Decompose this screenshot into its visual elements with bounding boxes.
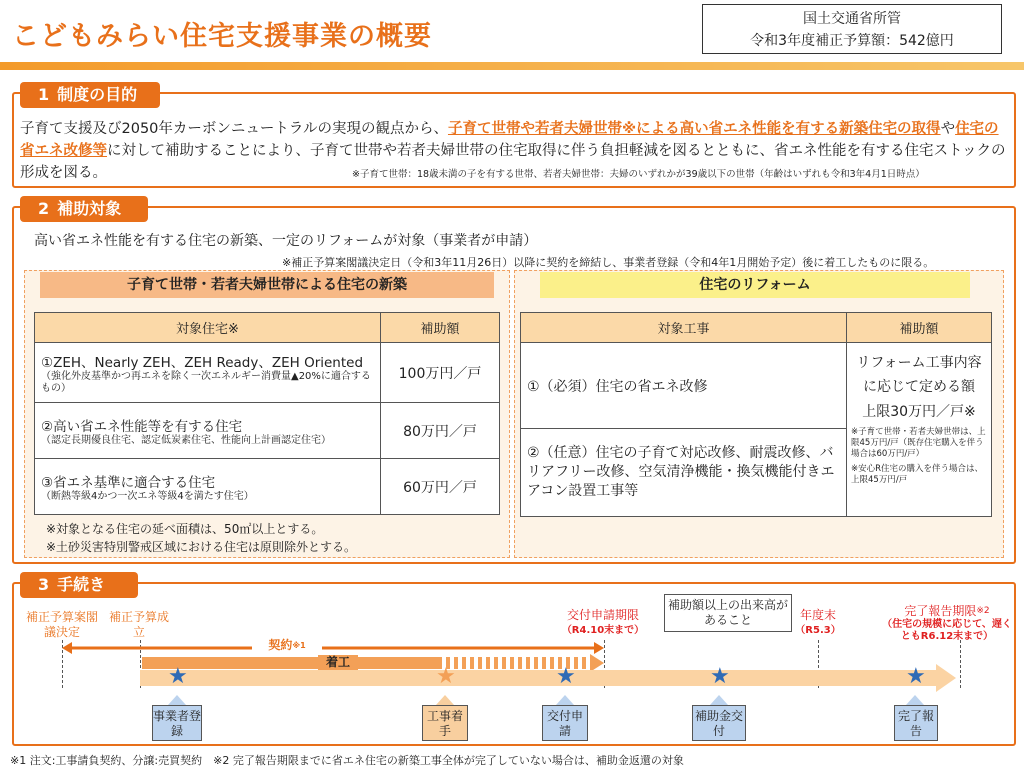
page-title: こどもみらい住宅支援事業の概要	[12, 21, 432, 52]
reform-amount-desc: リフォーム工事内容に応じて定める額	[856, 355, 982, 395]
reform-heading: 住宅のリフォーム	[540, 272, 970, 298]
star-icon: ★	[168, 664, 188, 689]
milestone-fiscal-end: 年度末 （R5.3）	[795, 608, 841, 636]
step-apply: 交付申請	[542, 705, 588, 741]
construction-dash	[534, 657, 538, 669]
construction-dash	[518, 657, 522, 669]
construction-arrow-head	[590, 654, 604, 672]
section-number: 1	[38, 85, 50, 104]
main-timeline-bar	[140, 670, 940, 686]
new-build-heading: 子育て世帯・若者夫婦世帯による住宅の新築	[40, 272, 494, 298]
up-arrow-icon	[906, 695, 924, 705]
milestone-deadline: 交付申請期限 （R4.10末まで）	[561, 608, 645, 636]
construction-dash	[582, 657, 586, 669]
star-icon: ★	[556, 664, 576, 689]
up-arrow-icon	[710, 695, 728, 705]
milestone-enacted: 補正予算成立	[108, 610, 169, 639]
reform-amount-note-anshin: ※安心R住宅の購入を伴う場合は、上限45万円/戸	[851, 464, 984, 485]
col-target-housing: 対象住宅※	[35, 313, 381, 343]
construction-dash	[550, 657, 554, 669]
step-complete: 完了報告	[894, 705, 938, 741]
construction-dash	[542, 657, 546, 669]
construction-dash	[470, 657, 474, 669]
construction-dash	[494, 657, 498, 669]
construction-dash	[510, 657, 514, 669]
up-arrow-icon	[436, 695, 454, 705]
new-build-note-exclusion: ※土砂災害特別警戒区域における住宅は原則除外とする。	[46, 540, 357, 554]
col-subsidy: 補助額	[381, 313, 500, 343]
star-icon: ★	[436, 664, 456, 689]
main-timeline-arrow-head	[936, 664, 956, 692]
construction-dash	[486, 657, 490, 669]
budget-ministry: 国土交通省所管	[803, 11, 901, 27]
callout-output: 補助額以上の出来高があること	[664, 594, 792, 632]
section-target-label: 2 補助対象	[20, 196, 148, 222]
table-row: ③省エネ基準に適合する住宅 （断熱等級4かつ一次エネ等級4を満たす住宅） 60万円／戸	[35, 459, 500, 515]
star-icon: ★	[710, 664, 730, 689]
up-arrow-icon	[556, 695, 574, 705]
target-lead: 高い省エネ性能を有する住宅の新築、一定のリフォームが対象（事業者が申請）	[34, 233, 538, 249]
section-purpose-label: 1 制度の目的	[20, 82, 160, 108]
step-construction-start: 工事着手	[422, 705, 468, 741]
new-build-note-area: ※対象となる住宅の延べ面積は、50㎡以上とする。	[46, 522, 324, 536]
target-note: ※補正予算案閣議決定日（令和3年11月26日）以降に契約を締結し、事業者登録（令和4年1月開始予定）後に着工したものに限る。	[282, 256, 935, 269]
section-procedure-label: 3 手続き	[20, 572, 138, 598]
star-icon: ★	[906, 664, 926, 689]
contract-arrow-head-left	[62, 642, 72, 654]
reform-amount-note-young: ※子育て世帯・若者夫婦世帯は、上限45万円/戸（既存住宅購入を伴う場合は60万円/戸）	[851, 427, 986, 459]
construction-dash	[502, 657, 506, 669]
purpose-note: ※子育て世帯：18歳未満の子を有する世帯、若者夫婦世帯：夫婦のいずれかが39歳以下の世帯（年齢はいずれも令和3年4月1日時点）	[352, 169, 925, 180]
construction-dash	[462, 657, 466, 669]
step-register: 事業者登録	[152, 705, 202, 741]
contract-label: 契約$^{※1}$	[252, 638, 322, 653]
table-row: ②（任意）住宅の子育て対応改修、耐震改修、バリアフリー改修、空気清浄機能・換気機能付きエアコン設置工事等	[521, 429, 992, 517]
step-grant: 補助金交付	[692, 705, 746, 741]
table-row: ①（必須）住宅の省エネ改修 リフォーム工事内容に応じて定める額 上限30万円／戸※ ※子育て世帯・若者夫婦世帯は、上限45万円/戸（既存住宅購入を伴う場合は60万円/戸） ※安心R住宅の購入を伴う場合は、上限45万円/戸	[521, 343, 992, 429]
purpose-text: 子育て支援及び2050年カーボンニュートラルの実現の観点から、子育て世帯や若者夫婦世帯※による高い省エネ性能を有する新築住宅の取得や住宅の省エネ改修等に対して補助することにより、子育て世帯や若者夫婦世帯の住宅取得に伴う負担軽減を図るとともに、省エネ性能を有する住宅ストックの形成を図る。	[20, 121, 1006, 181]
table-row: ①ZEH、Nearly ZEH、ZEH Ready、ZEH Oriented （強化外皮基準かつ再エネを除く一次エネルギー消費量▲20%に適合するもの） 100万円／戸	[35, 343, 500, 403]
col-reform-subsidy: 補助額	[847, 313, 992, 343]
construction-dash	[526, 657, 530, 669]
construction-dash	[478, 657, 482, 669]
milestone-cabinet: 補正予算案閣議決定	[25, 610, 98, 639]
col-target-work: 対象工事	[521, 313, 847, 343]
construction-label: 着工	[318, 655, 358, 670]
milestone-report: 完了報告期限$^{※2}$ （住宅の規模に応じて、遅くともR6.12末まで）	[882, 604, 1012, 642]
contract-arrow-head-right	[594, 642, 604, 654]
reform-amount-cap: 上限30万円／戸※	[862, 404, 976, 420]
budget-amount: 令和3年度補正予算額：542億円	[750, 33, 954, 49]
table-row: ②高い省エネ性能等を有する住宅 （認定長期優良住宅、認定低炭素住宅、性能向上計画認定住宅） 80万円／戸	[35, 403, 500, 459]
footnote: ※1 注文:工事請負契約、分譲:売買契約 ※2 完了報告期限までに省エネ住宅の新築工事全体が完了していない場合は、補助金返還の対象	[10, 754, 684, 767]
up-arrow-icon	[168, 695, 186, 705]
